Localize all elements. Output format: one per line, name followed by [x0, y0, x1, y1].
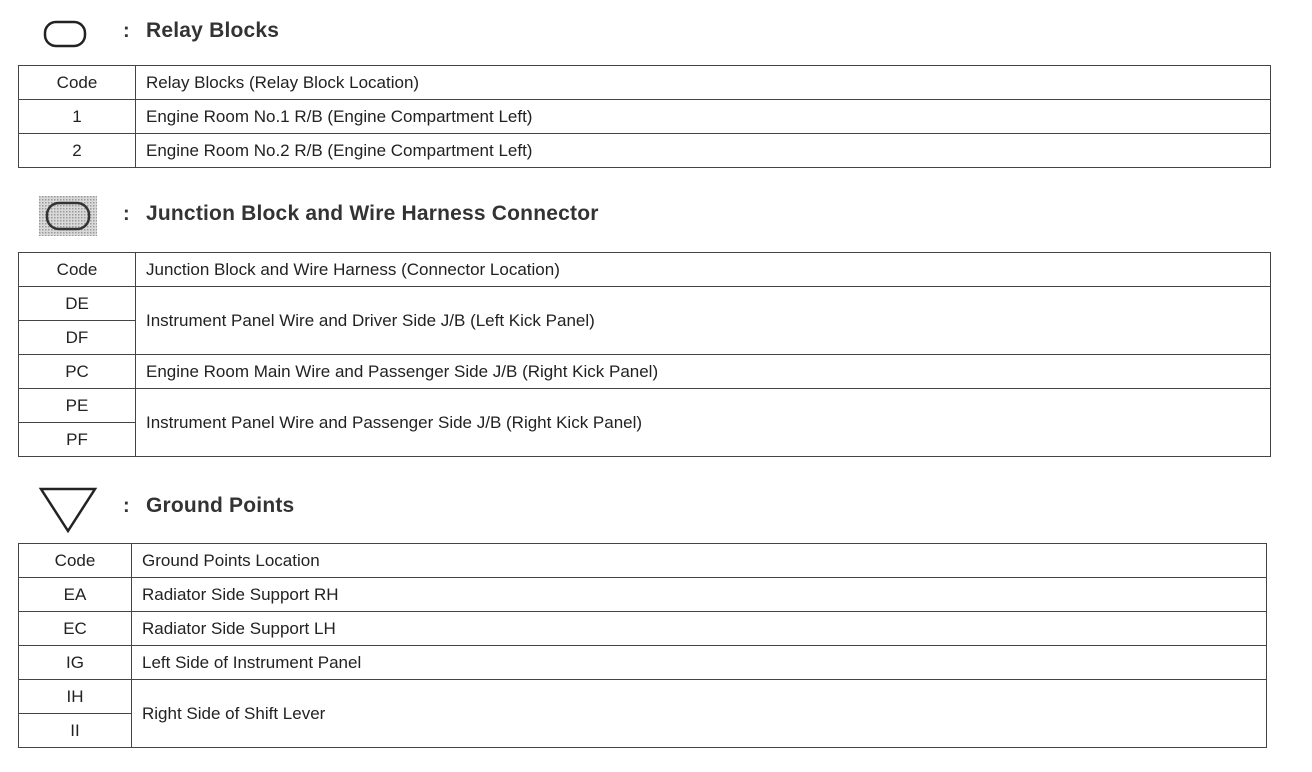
- location-cell: Engine Room No.2 R/B (Engine Compartment Left): [136, 134, 1271, 168]
- location-cell: Radiator Side Support RH: [132, 578, 1267, 612]
- code-column-header: Code: [19, 544, 132, 578]
- location-cell: Radiator Side Support LH: [132, 612, 1267, 646]
- location-cell: Right Side of Shift Lever: [132, 680, 1267, 748]
- table-row: [19, 612, 1267, 646]
- code-cell: PF: [19, 423, 136, 457]
- location-column-header: Relay Blocks (Relay Block Location): [136, 66, 1271, 100]
- code-cell: PE: [19, 389, 136, 423]
- table-row: [19, 389, 1271, 423]
- table-header-row: [19, 544, 1267, 578]
- section-title: Junction Block and Wire Harness Connector: [146, 202, 599, 225]
- heading-separator: :: [123, 20, 130, 42]
- location-column-header: Junction Block and Wire Harness (Connector Location): [136, 253, 1271, 287]
- code-cell: EA: [19, 578, 132, 612]
- junction-block-table: [18, 252, 1271, 457]
- heading-separator: :: [123, 203, 130, 225]
- table-header-row: [19, 66, 1271, 100]
- junction-block-heading: [0, 196, 1312, 236]
- location-cell: Engine Room No.1 R/B (Engine Compartment Left): [136, 100, 1271, 134]
- table-row: [19, 578, 1267, 612]
- relay-blocks-heading: [0, 12, 1312, 52]
- location-cell: Engine Room Main Wire and Passenger Side J/B (Right Kick Panel): [136, 355, 1271, 389]
- location-column-header: Ground Points Location: [132, 544, 1267, 578]
- triangle-down-outline-icon: [38, 486, 98, 534]
- table-row: [19, 287, 1271, 321]
- table-row: [19, 680, 1267, 714]
- table-row: [19, 134, 1271, 168]
- table-row: [19, 355, 1271, 389]
- code-column-header: Code: [19, 66, 136, 100]
- code-cell: DE: [19, 287, 136, 321]
- rounded-rect-outline-icon: [43, 20, 87, 48]
- code-cell: PC: [19, 355, 136, 389]
- relay-blocks-table: [18, 65, 1271, 168]
- table-row: [19, 646, 1267, 680]
- location-cell: Instrument Panel Wire and Passenger Side J/B (Right Kick Panel): [136, 389, 1271, 457]
- table-header-row: [19, 253, 1271, 287]
- section-title: Ground Points: [146, 494, 295, 517]
- heading-separator: :: [123, 495, 130, 517]
- code-cell: 1: [19, 100, 136, 134]
- code-cell: 2: [19, 134, 136, 168]
- code-cell: DF: [19, 321, 136, 355]
- location-cell: Left Side of Instrument Panel: [132, 646, 1267, 680]
- table-row: [19, 100, 1271, 134]
- code-cell: EC: [19, 612, 132, 646]
- code-cell: II: [19, 714, 132, 748]
- code-cell: IH: [19, 680, 132, 714]
- location-cell: Instrument Panel Wire and Driver Side J/B (Left Kick Panel): [136, 287, 1271, 355]
- code-column-header: Code: [19, 253, 136, 287]
- section-title: Relay Blocks: [146, 19, 280, 42]
- ground-points-heading: [0, 486, 1312, 526]
- code-cell: IG: [19, 646, 132, 680]
- ground-points-table: [18, 543, 1267, 748]
- rounded-rect-shaded-icon: [39, 196, 97, 236]
